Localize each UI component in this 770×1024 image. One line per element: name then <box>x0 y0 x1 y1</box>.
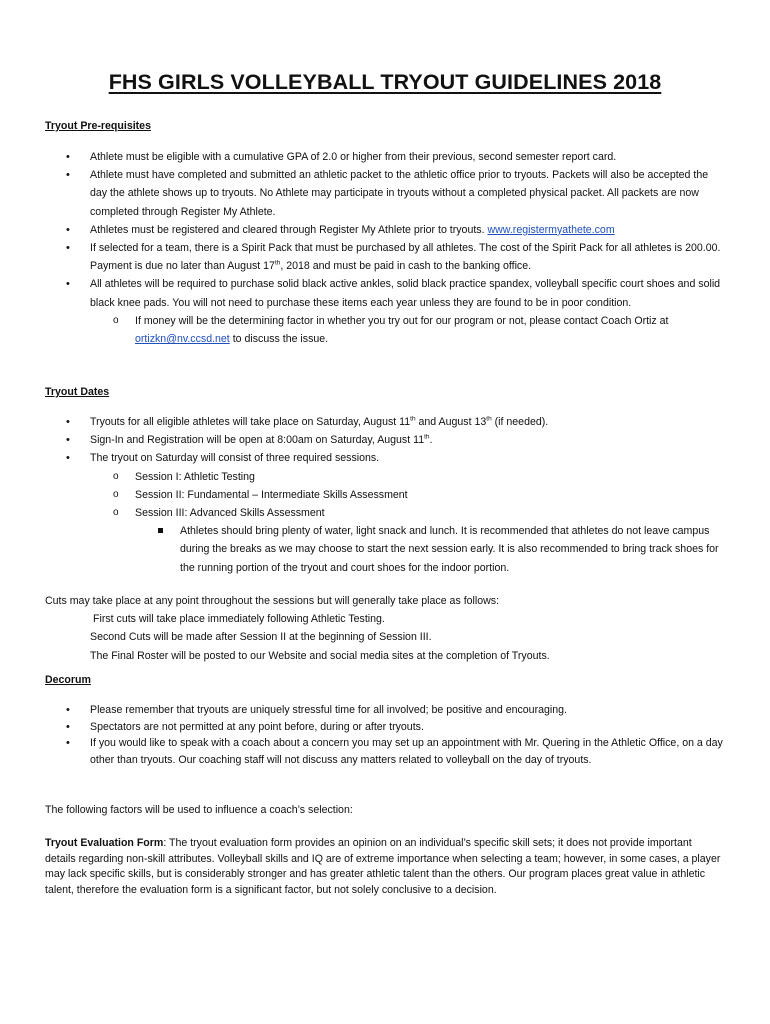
decorum-heading: Decorum <box>45 674 91 686</box>
list-item: • Athletes must be registered and cleared through Register My Athlete prior to tryouts. www.registermyathete.com <box>45 221 725 239</box>
session-item: o Session II: Fundamental – Intermediate Skills Assessment <box>90 486 725 504</box>
list-item: • Athlete must have completed and submitted an athletic packet to the athletic office prior to tryouts. Packets will also be accepted the day the athlete shows up to tryouts. No Athlete may participate in tryouts without a completed physical packet. All packets are now completed through Register My Athlete. <box>45 166 725 221</box>
dates-list <box>45 413 725 577</box>
list-item: • Tryouts for all eligible athletes will take place on Saturday, August 11th and August 13th (if needed). <box>45 413 725 431</box>
session-item: o Session I: Athletic Testing <box>90 468 725 486</box>
session-item: o Session III: Advanced Skills Assessment Athletes should bring plenty of water, light snack and lunch. It is recommended that athletes do not leave campus during the breaks as we may choose to start the next session early. It is also recommended to bring track shoes for the running portion of the tryout and court shoes for the indoor portion. <box>90 504 725 577</box>
list-item: • Please remember that tryouts are uniquely stressful time for all involved; be positive and encouraging. <box>45 702 725 719</box>
list-item: • If you would like to speak with a coach about a concern you may set up an appointment with Mr. Quering in the Athletic Office, on a day other than tryouts. Our coaching staff will not discuss any matters related to volleyball on the day of tryouts. <box>45 735 725 768</box>
list-item: • Spectators are not permitted at any point before, during or after tryouts. <box>45 719 725 736</box>
list-item: • Sign-In and Registration will be open at 8:00am on Saturday, August 11th. <box>45 431 725 449</box>
session-note: Athletes should bring plenty of water, light snack and lunch. It is recommended that athletes do not leave campus during the breaks as we may choose to start the next session early. It is also recommended to bring track shoes for the running portion of the tryout and court shoes for the indoor portion. <box>135 522 725 577</box>
list-item: • If selected for a team, there is a Spirit Pack that must be purchased by all athletes. The cost of the Spirit Pack for all athletes is 200.00. Payment is due no later than August 17th, 2018 and must be paid in cash to the banking office. <box>45 239 725 275</box>
evaluation-text: : The tryout evaluation form provides an opinion on an individual’s specific skill sets; it does not provide important details regarding non-skill attributes. Volleyball skills and IQ are of extreme importance when selecting a team; however, in some cases, a player may lack specific skills, but is considerably stronger and has greater athletic talent than the others. Our program places great value in athletic talent, therefore the evaluation form is a significant factor, but not solely conclusive to a decision. <box>45 837 721 896</box>
evaluation-label: Tryout Evaluation Form <box>45 837 164 849</box>
decorum-list <box>45 702 725 768</box>
cuts-line: The Final Roster will be posted to our Website and social media sites at the completion of Tryouts. <box>90 649 550 662</box>
coach-email-link[interactable]: ortizkn@nv.ccsd.net <box>135 333 230 346</box>
register-link[interactable]: www.registermyathete.com <box>487 223 615 236</box>
dates-heading: Tryout Dates <box>45 386 110 398</box>
list-item: • Athlete must be eligible with a cumulative GPA of 2.0 or higher from their previous, second semester report card. <box>45 148 725 166</box>
prereq-sublist <box>90 312 725 348</box>
evaluation-paragraph <box>45 836 725 898</box>
list-item: • The tryout on Saturday will consist of three required sessions. o Session I: Athletic Testing o Session II: Fundamental – Intermediate Skills Assessment o Session III: Advanced Skills Assessment Athletes should bring plenty of water, light snack and lunch. It is recommended that athletes do not leave campus during the breaks as we may choose to start the next session early. It is also recommended to bring track shoes for the running portion of the tryout and court shoes for the indoor portion. <box>45 449 725 576</box>
list-item: • All athletes will be required to purchase solid black active ankles, solid black practice spandex, volleyball specific court shoes and solid black knee pads. You will not need to purchase these items each year unless they are found to be in poor condition. o If money will be the determining factor in whether you try out for our program or not, please contact Coach Ortiz at ortizkn@nv.ccsd.net to discuss the issue. <box>45 275 725 348</box>
sessions-list <box>90 468 725 577</box>
cuts-line: First cuts will take place immediately following Athletic Testing. <box>93 613 385 626</box>
cuts-line: Second Cuts will be made after Session II at the beginning of Session III. <box>90 631 432 644</box>
list-item: o If money will be the determining factor in whether you try out for our program or not, please contact Coach Ortiz at ortizkn@nv.ccsd.net to discuss the issue. <box>90 312 725 348</box>
page-title: FHS GIRLS VOLLEYBALL TRYOUT GUIDELINES 2018 <box>108 70 662 94</box>
cuts-intro: Cuts may take place at any point throughout the sessions but will generally take place as follows: <box>45 595 500 607</box>
factors-text: The following factors will be used to influence a coach’s selection: <box>45 804 353 816</box>
prereq-heading: Tryout Pre-requisites <box>45 120 151 132</box>
prereq-list <box>45 148 725 348</box>
cuts-section <box>45 592 725 665</box>
session-note-list <box>135 522 725 577</box>
